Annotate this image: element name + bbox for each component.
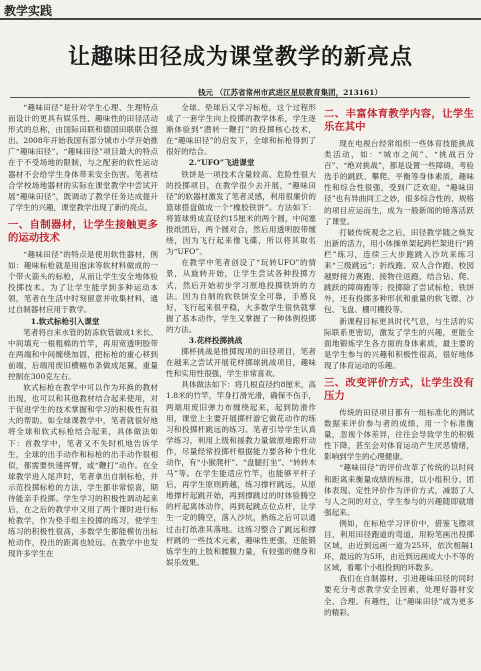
- author-byline: 钱元 （江苏省常州市武进区星辰教育集团，213161）: [198, 88, 382, 97]
- subheading: 3.花样投掷挑战: [188, 335, 243, 345]
- subheading: 1.软式标枪引入课堂: [30, 316, 100, 326]
- paragraph: 新课程目标更具时代气息，与生活的实际联系更密切，激发了学生的兴趣，更能全面地锻炼学生各方面的身体素质，最主要的是学生参与的兴趣和积极性很高，很好地体现了体育运动的乐趣。: [324, 316, 474, 370]
- paragraph: 传统的田径项目都有一组标准化的测试数据来评价参与者的成绩，用一个标准衡量，忽视个体差异，往往会导致学生的积极性下降，甚至会对体育运动产生厌恶情绪，影响到学生的心理健康。: [324, 407, 474, 462]
- column-middle: [166, 102, 316, 568]
- section-heading-2: 二、丰富体育教学内容，让学生乐在其中: [324, 108, 474, 133]
- paragraph: 例如，在标枪学习评价中，借鉴飞镖项目，利用田径跑道的弯道，用粉笔画出投掷区域，由近到远画一道为25环，依次相隔1环，最远的为5环，由近到远画成大小不等的区域，看哪个小组投到的环数多。: [324, 518, 474, 573]
- paragraph: 我们在自制器材、引进趣味田径的同时要充分考虑教学安全因素，处理好器材安全、合理、有趣性，让“趣味田径”成为更多的精彩。: [324, 574, 474, 617]
- section-heading-1: 一、自制器材，让学生接触更多的运动技术: [8, 218, 158, 244]
- paragraph: 具体做法如下：将几根直径约8厘米，高1.8米的竹竿，竿身打滑光滑，确保不伤手，两端用废旧弹力布缠绕起来，起到防滑作用，课堂上主要开展掷杆游它做花动作的练习和投掷杆跳远的练习。笔者引导学生认真学练习，利用上级和援教力量做原地跟杆动作，尽量经常投掷杆根据能力要各种个性化动作，有“小猴爬杆”、“盘腿打坐”、“转转木马”等。在学生能适应竹竿，也能够平杆子后，再学生原则跨越，练习撑杆跳远，从原地撑杆起跳开始，再到撑跳过的时体验腾空的杆起离体动作，再到起跳点位点杆，让学生一定的腾空，落入沙坑，熟练之后可以通过击打纸准其落地。这练习整合了跳远和撑杆跳的一些技术元素，趣味性更强，还能锻炼学生的上肢和腰腹力量，有较强的健身和娱乐效果。: [166, 380, 316, 567]
- paragraph: 全球、垫球后又学习标枪，这个过程形成了一套学生向上投掷的教学体系，学生逐渐体验到“潜转一鞭打”的投掷核心技术，在“趣味田径”的启发下，全球和标枪得到了很好的结合。: [166, 103, 316, 157]
- section-heading-3: 三、改变评价方式，让学生没有压力: [324, 376, 474, 402]
- article-title: 让趣味田径成为课堂教学的新亮点: [67, 45, 413, 70]
- paragraph: 掷杯挑战是推掷现项的田径项目，笔者在越来之尝试开展花样掷球挑战项目，趣味性和实用性很强，学生非常喜欢。: [166, 347, 316, 379]
- subheading: 2.“UFO”飞进课堂: [188, 158, 255, 168]
- paragraph: “趣味田径”的评价改革了传统的以时间和距离来衡量成绩的标准，以小组积分、团体表现、定性评价作为评价方式，减弱了人与人之间的对立，学生参与的兴趣随即就增强起来。: [324, 463, 474, 517]
- column-right: [324, 102, 474, 618]
- paragraph: 打破传统观念之后，田径教学随之焕发出新的活力，用小体操单架起跨栏架进行“跨栏”练习，连续三大步跑跳入沙坑来练习来“三级跳远”；折线跑、双人合作跑、校园越野接力赛跑、接物往返跑、结合钻、爬、跳跃的障碍跑等；投掷除了尝试标枪、铁饼外，还有投掷多种形状和重量的软飞镖、沙包、飞盘、棚可棚投等。: [324, 227, 474, 315]
- header-rule: [0, 18, 481, 20]
- paragraph: 现在电视台经常组织一些体育技能挑战类活动，如：“城市之间”、“挑战百分百”、“绝对挑战”，都是设置一些障碍，考验选手的跳跃、攀爬、平衡等身体素质，趣味性和综合性很强，受到广泛欢迎。“趣味田径”也有异曲同工之妙，很多综合性的、规格的项目应运而生，成为一般新闻的暗落活跃了课堂。: [324, 139, 474, 226]
- paragraph: 在教学中笔者创设了“玩转UFO”的情景，从旋转开始，让学生尝试各种投掷方式，然后开始初步学习原地投掷铁饼的方法。因为自制的软铁饼安全可靠，手感良好，飞行起来很平稳，大多数学生很快就掌握了基本动作，学生又掌握了一种体例投掷的方法。: [166, 258, 316, 334]
- header-bar: [0, 0, 481, 22]
- paragraph: “趣味田径”的特点是使用软性器材，例如：趣味标枪就是用泡沫等软材料做成的一个带火箭头的标枪，从而让学生安全地体验投掷技术。为了让学生能学到多种运动本领，笔者在生活中时刻留意并收集材料，通过自制器材应用于教学。: [8, 249, 158, 315]
- column-tag: 教学实践: [4, 4, 53, 18]
- paragraph: 铁饼是一项技术含量较高、危险性很大的投掷项目，在教学很少去开展，“趣味田径”的软器材激发了笔者灵感，利用很廉价的篮球搭盘做成一个“橡胶铁饼”。方法如下：将篮球剪成直径约15厘米的两个圆，中间塞报纸团后，两个圆对合，然后用透明胶带缠绕，因为飞行起来像飞碟，所以将其取名为“UFO”。: [166, 169, 316, 257]
- paragraph: 笔者将自来水管的防冻软管做成1米长、中间填充一根粗棉的竹竿，再用宽透明胶带在两端和中间缠绕加固，把标枪的重心移到前端，后端用废旧横幅布条做成尾翼，重量控制在300克左右。: [8, 327, 158, 381]
- paragraph: “趣味田径”是针对学生心理、生理特点而设计的更具有娱乐性、趣味性的田径活动形式的总称，由国际田联和德国田联联合提出。2008年开始我国有部分城市小学开始推广“趣味田径”。“趣味田径”项目最大的特点在于不受场地的限制，与之配套的软性运动器材不会给学生身体带来安全伤害。笔者结合学校场地器材的实际在课堂教学中尝试开展“趣味田径”，既调动了教学任务达成提升了学生的兴趣，课堂教学出现了新的亮点。: [8, 103, 158, 212]
- paragraph: 软式标枪在教学中可以作为环换的教材出现，也可以和其他教材结合起来使用，对于促进学生的技术掌握和学习的积极性有很大的帮助。如全球课教学中，笔者就很好地将全球和软式标枪结合起来，具体做法如下：首教学中，笔者又不失时机地告诉学生，全球的出手动作和标枪的出手动作很相似，都需要快速挥臂，或“鞭打”动作。在全球教学进入尾声时，笔者拿出自制标枪，并示范投掷标枪的方法，学生都非常惊喜，期待能亲手投掷。学生学习的积极性调动起来后，在之后的教学中又用了两个课时进行标枪教学，作为垫手组主投掷的练习，使学生练习的积极性很高，多数学生都能模仿出标枪动作，投出的距离也较远。在教学中也发现许多学生在: [8, 383, 158, 559]
- column-left: [8, 102, 158, 560]
- byline-rule: [10, 97, 470, 98]
